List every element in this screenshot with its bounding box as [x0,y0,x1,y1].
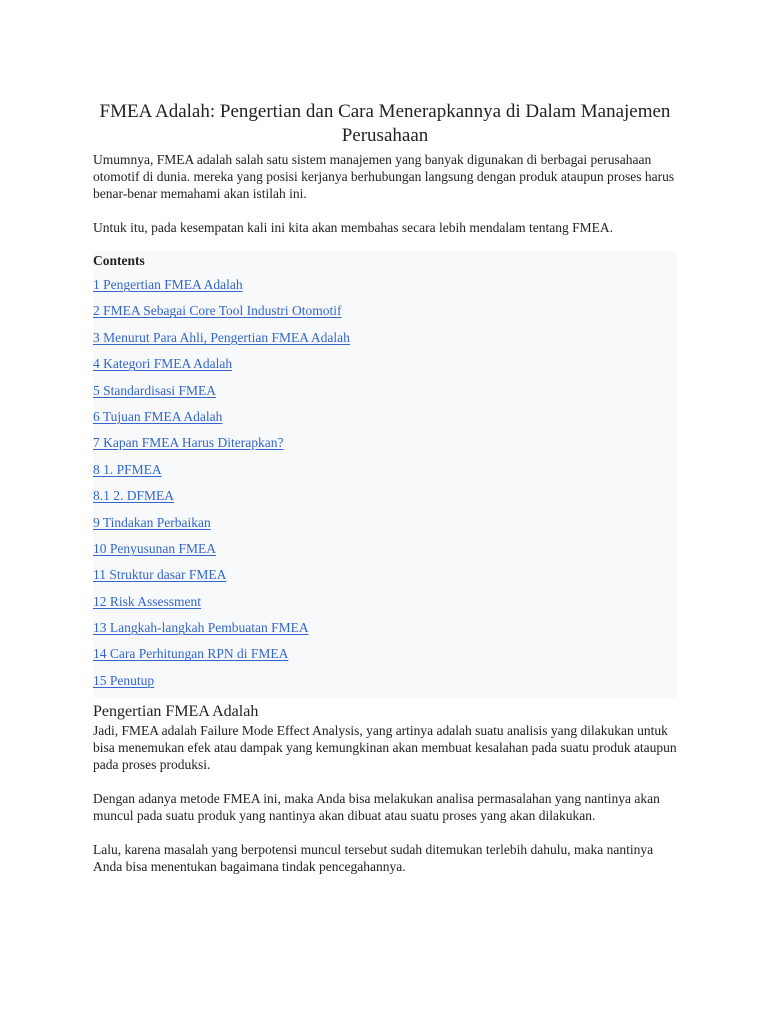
toc-item [93,619,677,645]
section-paragraph-3: Lalu, karena masalah yang berpotensi muncul tersebut sudah ditemukan terlebih dahulu, maka nantinya Anda bisa menentukan bagaimana tindak pencegahannya. [93,842,654,875]
toc-link-2[interactable]: 2 FMEA Sebagai Core Tool Industri Otomotif [93,303,342,319]
intro-paragraph-2: Untuk itu, pada kesempatan kali ini kita akan membahas secara lebih mendalam tentang FMEA. [93,220,613,235]
table-of-contents [93,251,677,698]
toc-item [93,487,677,513]
toc-link-11[interactable]: 11 Struktur dasar FMEA [93,567,227,583]
intro-paragraph-1: Umumnya, FMEA adalah salah satu sistem manajemen yang banyak digunakan di berbagai perusahaan otomotif di dunia. mereka yang posisi kerjanya berhubungan langsung dengan produk ataupun proses harus benar-benar memahami akan istilah ini. [93,152,675,201]
toc-item [93,566,677,592]
toc-item [93,514,677,540]
toc-item [93,434,677,460]
toc-item [93,355,677,381]
toc-item [93,461,677,487]
toc-item [93,276,677,302]
toc-link-13[interactable]: 13 Langkah-langkah Pembuatan FMEA [93,620,309,636]
toc-link-8-1[interactable]: 8.1 2. DFMEA [93,488,175,504]
toc-item [93,329,677,355]
toc-link-10[interactable]: 10 Penyusunan FMEA [93,540,217,556]
section-heading-pengertian: Pengertian FMEA Adalah [93,703,259,721]
toc-link-14[interactable]: 14 Cara Perhitungan RPN di FMEA [93,646,289,662]
toc-item [93,382,677,408]
section-paragraph-2: Dengan adanya metode FMEA ini, maka Anda bisa melakukan analisa permasalahan yang nantinya akan muncul pada suatu produk yang nantinya akan dibuat atau suatu proses yang akan dilakukan. [93,791,660,824]
toc-link-5[interactable]: 5 Standardisasi FMEA [93,382,216,398]
toc-title: Contents [93,253,145,268]
toc-link-3[interactable]: 3 Menurut Para Ahli, Pengertian FMEA Adalah [93,329,350,345]
toc-link-12[interactable]: 12 Risk Assessment [93,593,202,609]
toc-link-4[interactable]: 4 Kategori FMEA Adalah [93,356,233,372]
toc-item [93,593,677,619]
toc-link-1[interactable]: 1 Pengertian FMEA Adalah [93,277,243,292]
toc-link-15[interactable]: 15 Penutup [93,672,155,688]
toc-item [93,672,677,698]
toc-link-7[interactable]: 7 Kapan FMEA Harus Diterapkan? [93,435,284,451]
document-page [93,100,677,875]
document-title: FMEA Adalah: Pengertian dan Cara Menerapkannya di Dalam Manajemen Perusahaan [99,101,671,146]
toc-item [93,540,677,566]
toc-link-9[interactable]: 9 Tindakan Perbaikan [93,514,211,530]
toc-item [93,408,677,434]
toc-link-6[interactable]: 6 Tujuan FMEA Adalah [93,408,223,424]
section-paragraph-1: Jadi, FMEA adalah Failure Mode Effect Analysis, yang artinya adalah suatu analisis yang dilakukan untuk bisa menemukan efek atau dampak yang kemungkinan akan membuat kesalahan pada suatu produk ataupun pada proses produksi. [93,723,677,773]
toc-list [93,276,677,698]
toc-item [93,645,677,671]
toc-link-8[interactable]: 8 1. PFMEA [93,461,162,477]
toc-item [93,302,677,328]
